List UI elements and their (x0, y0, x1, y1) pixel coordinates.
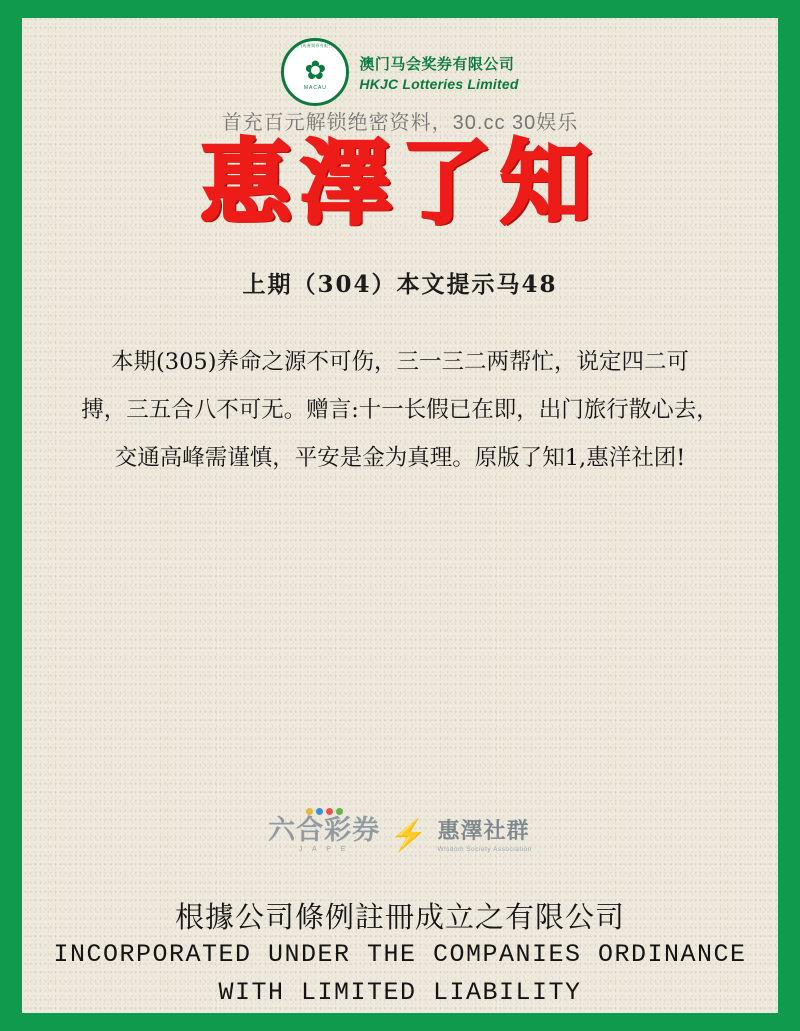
society-wordmark (438, 821, 532, 853)
legal-line-cn: 根據公司條例註冊成立之有限公司 (174, 900, 625, 934)
macau-jockey-club-logo-icon (281, 38, 349, 106)
page-title: 惠澤了知 (199, 130, 600, 237)
logo-ring-text: 澳門馬會獎券有限公司 (293, 43, 337, 48)
legal-footer (22, 898, 778, 1012)
subtitle-previous-draw: 上期（304）本文提示马48 (242, 271, 558, 298)
lottery-wordmark-cn: 六合彩券 (268, 815, 381, 846)
body-line: 本期(305)养命之源不可伤，三一三二两帮忙，说定四二可 (110, 349, 689, 375)
company-name-block (359, 53, 518, 92)
lotus-icon: ✿ (304, 55, 327, 85)
company-name-cn: 澳门马会奖券有限公司 (359, 55, 515, 73)
body-line: 搏，三五合八不可无。赠言:十一长假已在即，出门旅行散心去， (81, 397, 719, 423)
logo-badge-text: MACAU (303, 85, 327, 91)
lightning-bolt-icon: ⚡ (390, 819, 428, 852)
society-wordmark-cn: 惠澤社群 (437, 819, 530, 844)
masthead (22, 38, 778, 106)
society-wordmark-en: Wisdom Society Association (437, 846, 532, 853)
body-text (22, 338, 778, 482)
lottery-wordmark (268, 808, 380, 853)
paper-sheet (22, 18, 778, 1013)
company-name-en: HKJC Lotteries Limited (359, 75, 519, 92)
colored-dots-icon (306, 808, 343, 815)
body-line: 交通高峰需谨慎，平安是金为真理。原版了知1,惠洋社团! (114, 445, 686, 471)
lottery-wordmark-sub: J A P E (298, 846, 350, 853)
watermark-text: 首充百元解锁绝密资料，30.cc 30娱乐 (221, 112, 579, 134)
legal-line-en-2: WITH LIMITED LIABILITY (218, 978, 582, 1007)
legal-line-en-1: INCORPORATED UNDER THE COMPANIES ORDINANCE (53, 940, 747, 969)
footer-logo (22, 808, 778, 853)
